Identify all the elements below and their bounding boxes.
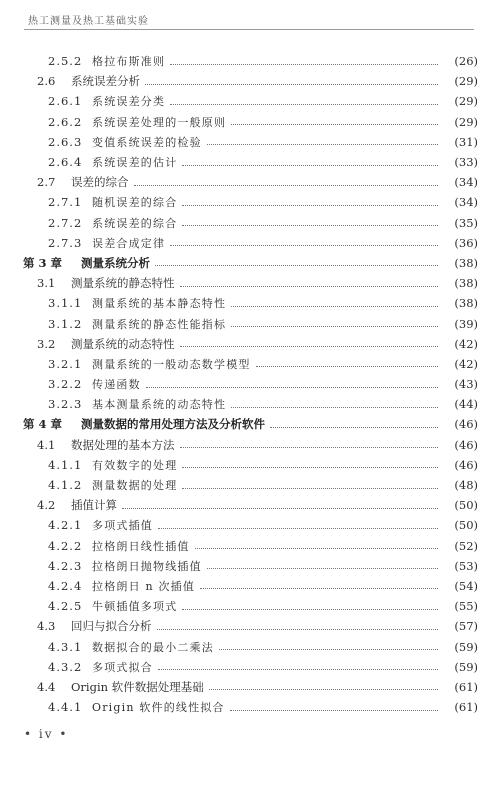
toc-entry bbox=[0, 334, 500, 354]
toc-entry-page: (52) bbox=[454, 538, 478, 553]
toc-entry-page: (55) bbox=[454, 599, 478, 614]
toc-entry bbox=[0, 394, 500, 414]
toc-entry-number: 3.1.1 bbox=[48, 296, 83, 311]
toc-entry-title: 测量系统的静态性能指标 bbox=[92, 317, 227, 331]
toc-entry-page: (38) bbox=[454, 276, 478, 291]
toc-entry-number: 4.1 bbox=[37, 437, 56, 452]
toc-entry-page: (26) bbox=[454, 54, 478, 69]
toc-entry-number: 4.1.2 bbox=[48, 478, 83, 493]
toc-entry bbox=[0, 172, 500, 192]
toc-entry-number: 2.6.4 bbox=[48, 155, 83, 170]
toc-entry bbox=[0, 596, 500, 616]
page-number: • iv • bbox=[24, 727, 69, 741]
toc-entry-page: (44) bbox=[454, 397, 478, 412]
toc-entry-page: (34) bbox=[454, 175, 478, 190]
toc-entry-number: 2.7.3 bbox=[48, 235, 83, 250]
toc-entry-title: 测量系统的一般动态数学模型 bbox=[92, 357, 251, 371]
toc-entry-title: 变值系统误差的检验 bbox=[92, 135, 202, 149]
dot-leader bbox=[209, 689, 438, 690]
toc-entry-number: 3.1.2 bbox=[48, 316, 83, 331]
toc-entry-title: 测量数据的常用处理方法及分析软件 bbox=[81, 417, 265, 432]
dot-leader bbox=[182, 609, 438, 610]
dot-leader bbox=[155, 265, 438, 266]
dot-leader bbox=[122, 508, 438, 509]
toc-entry-page: (38) bbox=[454, 296, 478, 311]
dot-leader bbox=[207, 144, 438, 145]
toc-entry-page: (46) bbox=[454, 437, 478, 452]
toc-entry-title: 测量系统的静态特性 bbox=[71, 276, 175, 291]
toc-entry bbox=[0, 374, 500, 394]
toc-entry-page: (48) bbox=[454, 478, 478, 493]
toc-entry-number: 2.7.2 bbox=[48, 215, 83, 230]
toc-entry bbox=[0, 192, 500, 212]
dot-leader bbox=[157, 629, 439, 630]
dot-leader bbox=[182, 225, 438, 226]
toc-entry-page: (39) bbox=[454, 316, 478, 331]
toc-entry-title: 拉格朗日抛物线插值 bbox=[92, 559, 202, 573]
toc-entry-page: (36) bbox=[454, 235, 478, 250]
toc-entry-title: 测量系统的动态特性 bbox=[71, 336, 175, 351]
toc-entry-page: (59) bbox=[454, 659, 478, 674]
toc-entry-title: 数据处理的基本方法 bbox=[71, 437, 175, 452]
dot-leader bbox=[158, 528, 438, 529]
toc-entry-title: 多项式插值 bbox=[92, 519, 153, 533]
toc-entry bbox=[0, 293, 500, 313]
dot-leader bbox=[200, 588, 438, 589]
toc-entry bbox=[0, 657, 500, 677]
toc-entry-title: 牛顿插值多项式 bbox=[92, 600, 178, 614]
toc-entry-page: (46) bbox=[454, 417, 478, 432]
dot-leader bbox=[158, 669, 438, 670]
toc-entry-title: 误差合成定律 bbox=[92, 236, 166, 250]
toc-entry-title: 测量系统分析 bbox=[81, 255, 150, 270]
toc-entry-number: 4.2.1 bbox=[48, 518, 83, 533]
toc-entry-number: 4.2.2 bbox=[48, 538, 83, 553]
dot-leader bbox=[180, 447, 439, 448]
toc-entry-title: 系统误差分析 bbox=[71, 74, 140, 89]
toc-entry-page: (54) bbox=[454, 578, 478, 593]
toc-entry-page: (38) bbox=[454, 255, 478, 270]
dot-leader bbox=[170, 104, 438, 105]
toc-entry-number: 4.2.4 bbox=[48, 578, 83, 593]
toc-entry-number: 4.4 bbox=[37, 679, 56, 694]
toc-entry-title: 拉格朗日线性插值 bbox=[92, 539, 190, 553]
toc-entry-page: (43) bbox=[454, 377, 478, 392]
toc-entry-title: 基本测量系统的动态特性 bbox=[92, 398, 227, 412]
toc-entry bbox=[0, 152, 500, 172]
toc-entry-number: 2.6 bbox=[37, 74, 56, 89]
toc-chapter-entry bbox=[0, 414, 500, 434]
toc-entry-page: (50) bbox=[454, 518, 478, 533]
toc-entry-title: Origin 软件的线性拟合 bbox=[92, 701, 225, 715]
dot-leader bbox=[256, 366, 438, 367]
toc-entry bbox=[0, 616, 500, 636]
toc-entry bbox=[0, 435, 500, 455]
toc-entry bbox=[0, 71, 500, 91]
toc-entry bbox=[0, 576, 500, 596]
toc-entry-number: 3.2.1 bbox=[48, 356, 83, 371]
dot-leader bbox=[182, 165, 438, 166]
toc-entry bbox=[0, 536, 500, 556]
dot-leader bbox=[195, 548, 438, 549]
toc-entry-title: 传递函数 bbox=[92, 378, 141, 392]
toc-entry-title: 测量系统的基本静态特性 bbox=[92, 297, 227, 311]
toc-entry bbox=[0, 677, 500, 697]
toc-entry-title: 插值计算 bbox=[71, 498, 117, 513]
toc-entry bbox=[0, 556, 500, 576]
toc-entry-title: 系统误差分类 bbox=[92, 95, 166, 109]
toc-entry-number: 4.2.5 bbox=[48, 599, 83, 614]
dot-leader bbox=[180, 346, 439, 347]
toc-entry-page: (61) bbox=[454, 679, 478, 694]
toc-entry bbox=[0, 51, 500, 71]
toc-entry-title: 格拉布斯准则 bbox=[92, 55, 166, 69]
toc-entry bbox=[0, 112, 500, 132]
toc-entry-number: 4.4.1 bbox=[48, 700, 83, 715]
toc-entry-page: (59) bbox=[454, 639, 478, 654]
toc-entry-number: 4.3.1 bbox=[48, 639, 83, 654]
dot-leader bbox=[182, 467, 438, 468]
toc-entry-number: 第 3 章 bbox=[23, 255, 63, 270]
toc-entry-number: 3.1 bbox=[37, 276, 56, 291]
toc-entry bbox=[0, 354, 500, 374]
dot-leader bbox=[182, 205, 438, 206]
toc-entry-title: 系统误差处理的一般原则 bbox=[92, 115, 227, 129]
toc-entry-page: (29) bbox=[454, 94, 478, 109]
toc-entry bbox=[0, 495, 500, 515]
toc-entry bbox=[0, 515, 500, 535]
toc-entry-page: (31) bbox=[454, 134, 478, 149]
toc-entry-number: 4.1.1 bbox=[48, 457, 83, 472]
toc-entry-title: 随机误差的综合 bbox=[92, 196, 178, 210]
toc-entry-page: (50) bbox=[454, 498, 478, 513]
dot-leader bbox=[231, 326, 438, 327]
toc-entry-page: (29) bbox=[454, 114, 478, 129]
toc-entry bbox=[0, 313, 500, 333]
toc-entry bbox=[0, 132, 500, 152]
toc-entry-page: (53) bbox=[454, 558, 478, 573]
dot-leader bbox=[231, 306, 438, 307]
dot-leader bbox=[207, 568, 438, 569]
toc-entry-title: 回归与拟合分析 bbox=[71, 619, 152, 634]
toc-entry-page: (34) bbox=[454, 195, 478, 210]
dot-leader bbox=[231, 407, 438, 408]
dot-leader bbox=[230, 710, 438, 711]
toc-entry-title: 有效数字的处理 bbox=[92, 458, 178, 472]
toc-entry-number: 4.2.3 bbox=[48, 558, 83, 573]
dot-leader bbox=[134, 185, 439, 186]
toc-entry-title: 测量数据的处理 bbox=[92, 479, 178, 493]
toc-entry-page: (57) bbox=[454, 619, 478, 634]
toc-entry-title: 误差的综合 bbox=[71, 175, 129, 190]
running-header-title: 热工测量及热工基础实验 bbox=[28, 16, 149, 27]
dot-leader bbox=[182, 488, 438, 489]
header-rule bbox=[24, 29, 474, 30]
toc-entry-number: 4.2 bbox=[37, 498, 56, 513]
toc-entry bbox=[0, 91, 500, 111]
toc-entry-page: (35) bbox=[454, 215, 478, 230]
toc-entry-number: 2.5.2 bbox=[48, 54, 83, 69]
toc-entry-page: (33) bbox=[454, 155, 478, 170]
table-of-contents bbox=[0, 51, 500, 717]
toc-entry-number: 2.6.2 bbox=[48, 114, 83, 129]
toc-entry-number: 4.3.2 bbox=[48, 659, 83, 674]
toc-entry-page: (42) bbox=[454, 356, 478, 371]
toc-chapter-entry bbox=[0, 253, 500, 273]
dot-leader bbox=[219, 649, 438, 650]
toc-entry-title: 拉格朗日 n 次插值 bbox=[92, 579, 196, 593]
toc-entry bbox=[0, 213, 500, 233]
dot-leader bbox=[270, 427, 438, 428]
toc-entry-page: (61) bbox=[454, 700, 478, 715]
toc-entry bbox=[0, 455, 500, 475]
toc-entry-number: 3.2.2 bbox=[48, 377, 83, 392]
toc-entry-number: 3.2.3 bbox=[48, 397, 83, 412]
toc-entry-title: 数据拟合的最小二乘法 bbox=[92, 640, 214, 654]
toc-entry-page: (42) bbox=[454, 336, 478, 351]
toc-entry-number: 2.7.1 bbox=[48, 195, 83, 210]
toc-entry bbox=[0, 475, 500, 495]
toc-entry-title: Origin 软件数据处理基础 bbox=[71, 679, 204, 694]
toc-entry-number: 2.6.1 bbox=[48, 94, 83, 109]
toc-entry-page: (29) bbox=[454, 74, 478, 89]
toc-entry-number: 3.2 bbox=[37, 336, 56, 351]
toc-entry-number: 4.3 bbox=[37, 619, 56, 634]
dot-leader bbox=[231, 124, 438, 125]
dot-leader bbox=[146, 387, 438, 388]
toc-entry-number: 第 4 章 bbox=[23, 417, 63, 432]
dot-leader bbox=[170, 64, 438, 65]
toc-entry-title: 系统误差的估计 bbox=[92, 156, 178, 170]
toc-entry-title: 多项式拟合 bbox=[92, 660, 153, 674]
toc-entry-number: 2.7 bbox=[37, 175, 56, 190]
toc-entry-page: (46) bbox=[454, 457, 478, 472]
toc-entry bbox=[0, 636, 500, 656]
dot-leader bbox=[170, 245, 438, 246]
toc-entry-number: 2.6.3 bbox=[48, 134, 83, 149]
toc-entry bbox=[0, 273, 500, 293]
dot-leader bbox=[145, 84, 438, 85]
toc-entry-title: 系统误差的综合 bbox=[92, 216, 178, 230]
dot-leader bbox=[180, 286, 439, 287]
toc-entry bbox=[0, 233, 500, 253]
toc-entry bbox=[0, 697, 500, 717]
